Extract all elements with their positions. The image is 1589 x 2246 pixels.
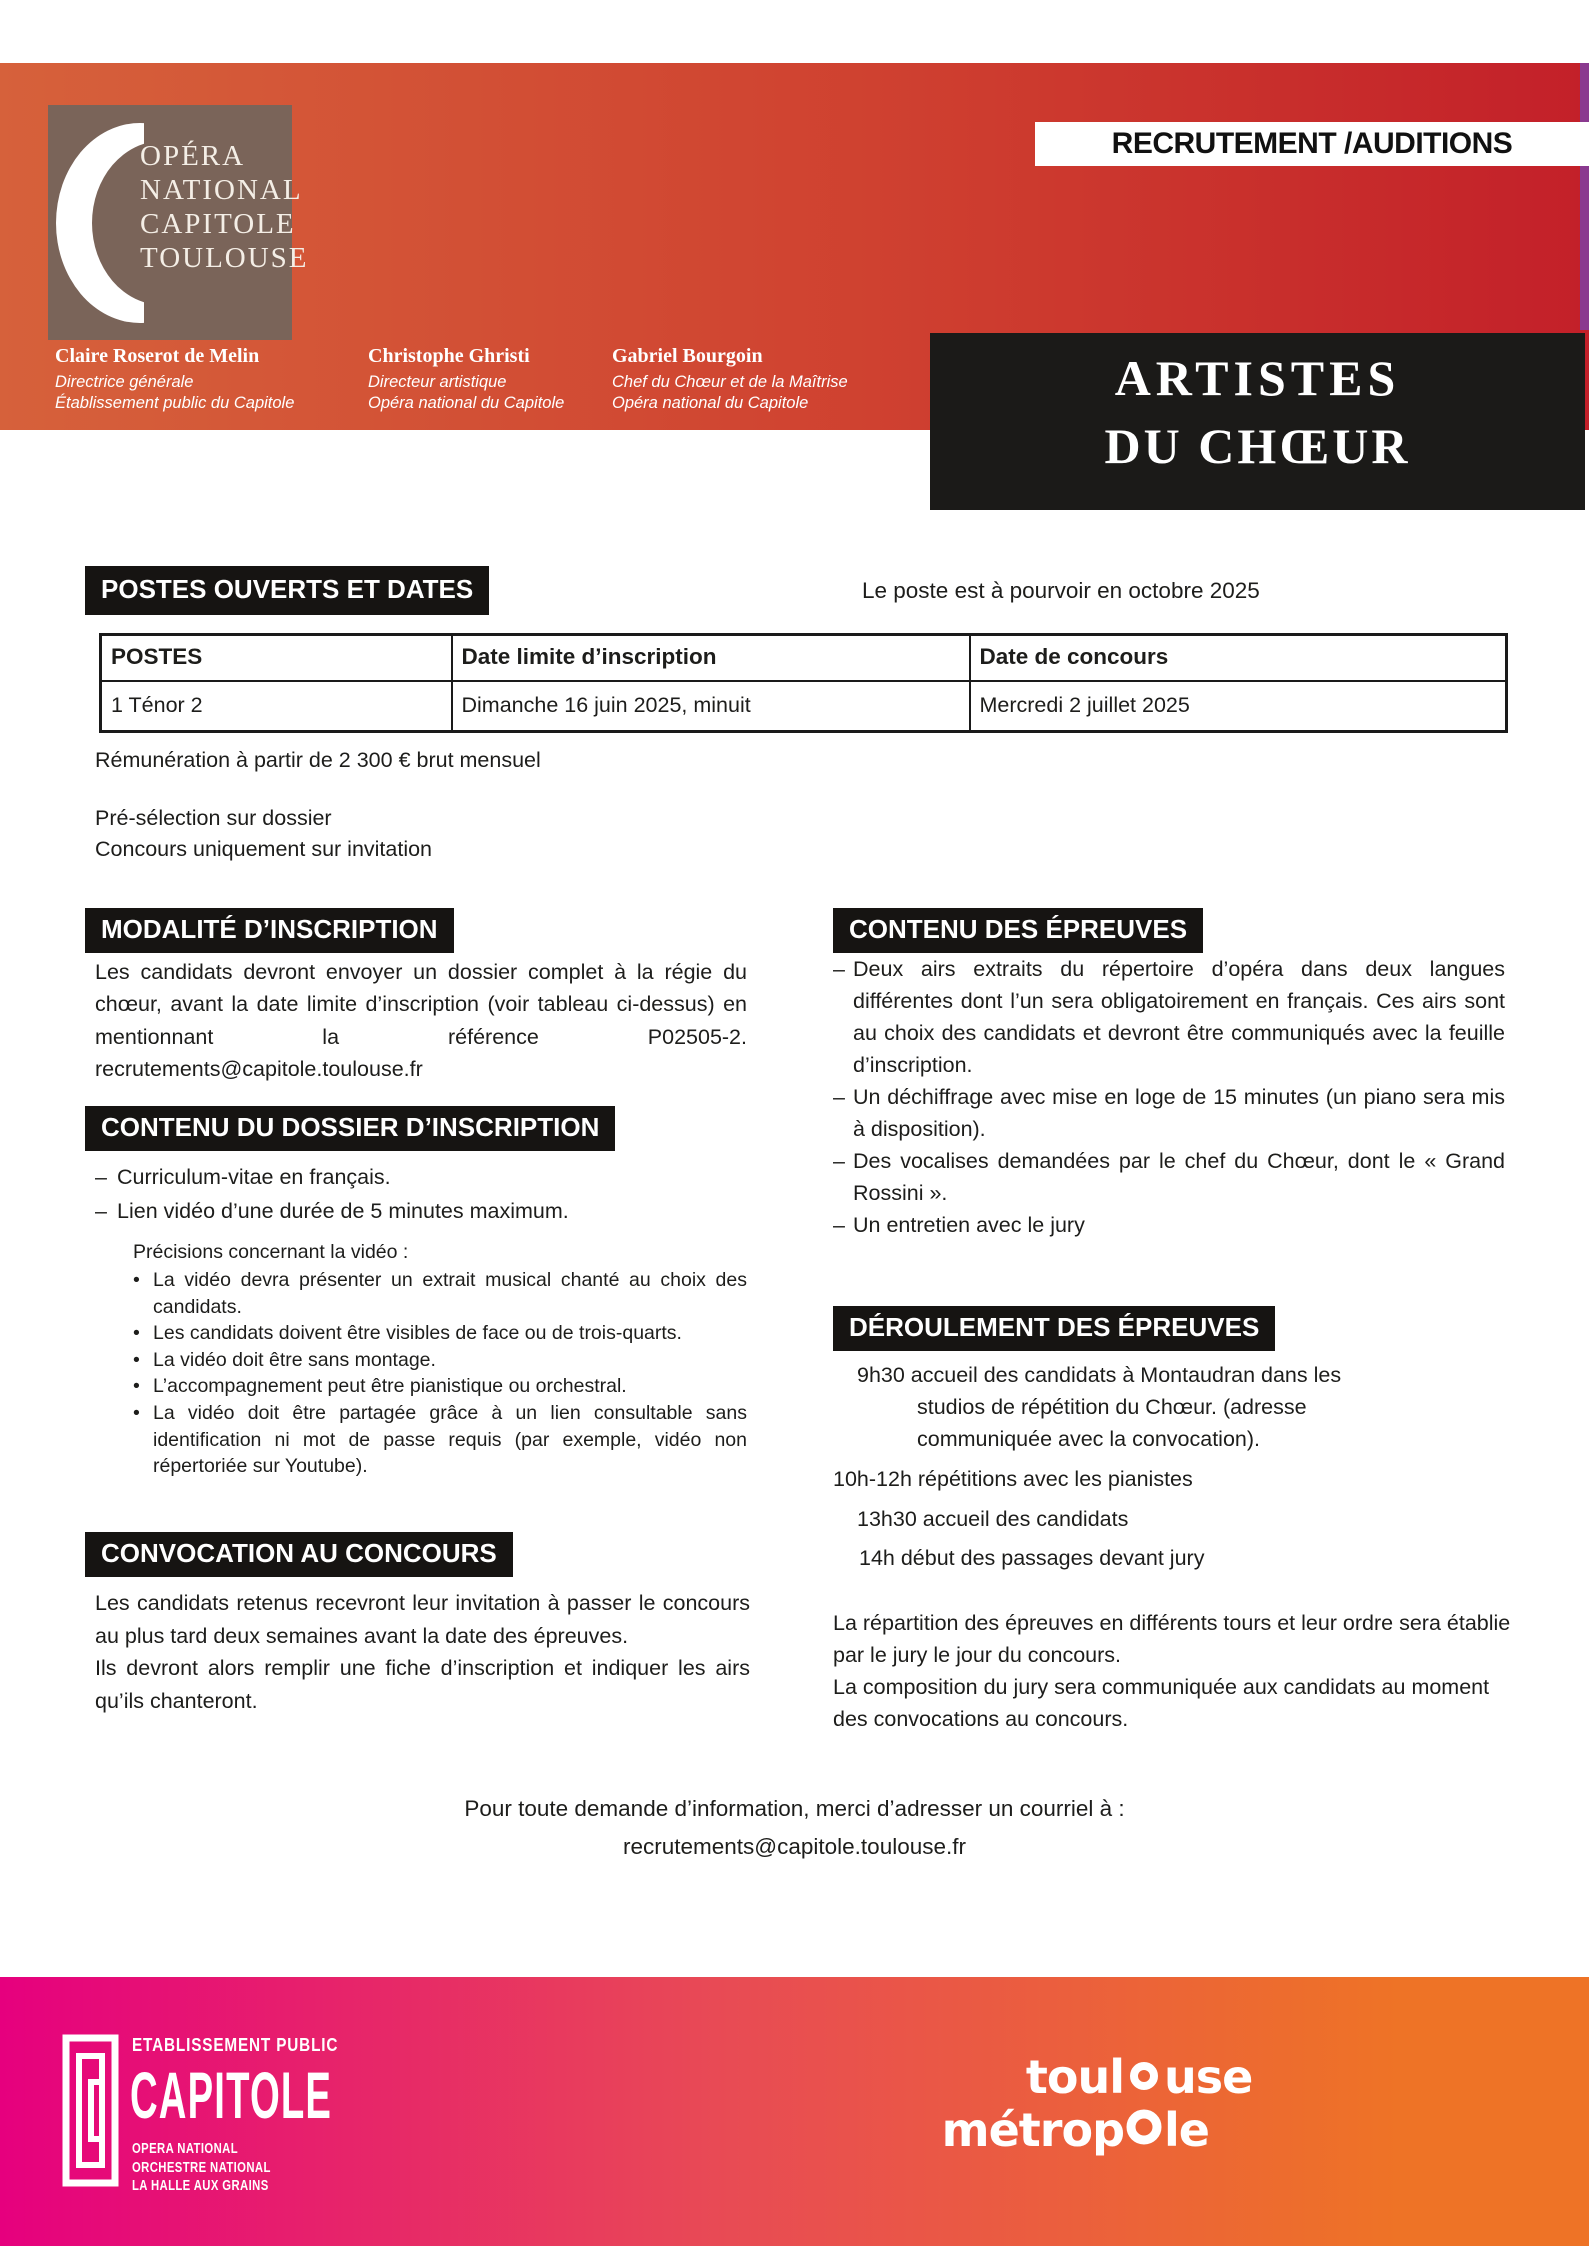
person-name: Claire Roserot de Melin xyxy=(55,345,260,367)
schedule-line: communiquée avec la convocation). xyxy=(917,1427,1260,1451)
logo-line: OPÉRA xyxy=(140,140,246,172)
person-org: Opéra national du Capitole xyxy=(612,394,809,412)
section-label-postes: POSTES OUVERTS ET DATES xyxy=(85,566,489,615)
person-name: Gabriel Bourgoin xyxy=(612,345,763,367)
document-title xyxy=(930,333,1585,510)
selection-notes xyxy=(95,803,432,865)
contact-email-link[interactable]: recrutements@capitole.toulouse.fr xyxy=(622,1834,966,1859)
section-label-modalite: MODALITÉ D’INSCRIPTION xyxy=(85,908,454,953)
paragraph: La répartition des épreuves en différents tours et leur ordre sera établie par le jury le jour du concours. xyxy=(833,1611,1511,1667)
toulouse-metropole-logo-fragment: le xyxy=(1164,2103,1209,2157)
video-rules-list xyxy=(133,1267,747,1480)
person-role: Chef du Chœur et de la Maîtrise xyxy=(612,373,848,391)
recruitment-badge-label: RECRUTEMENT /AUDITIONS xyxy=(1111,127,1513,160)
logo-line: CAPITOLE xyxy=(140,208,296,240)
schedule-list xyxy=(833,1359,1533,1574)
epcc-sublines xyxy=(132,2140,271,2196)
table-header-row xyxy=(101,635,1507,682)
table-cell-deadline: Dimanche 16 juin 2025, minuit xyxy=(452,681,970,732)
toulouse-metropole-logo-fragment: toul xyxy=(1025,2050,1124,2104)
table-header-deadline: Date limite d’inscription xyxy=(452,635,970,682)
list-item: – Curriculum-vitae en français. xyxy=(95,1160,750,1194)
toulouse-metropole-logo-fragment: use xyxy=(1164,2050,1253,2104)
person-card xyxy=(55,345,294,414)
list-item: • L’accompagnement peut être pianistique ou orchestral. xyxy=(133,1373,747,1400)
posts-table xyxy=(99,633,1508,733)
person-name: Christophe Ghristi xyxy=(368,345,530,367)
video-precisions-title: Précisions concernant la vidéo : xyxy=(133,1241,409,1263)
list-item: – Des vocalises demandées par le chef du Chœur, dont le « Grand Rossini ». xyxy=(833,1145,1505,1209)
section-label-dossier: CONTENU DU DOSSIER D’INSCRIPTION xyxy=(85,1106,615,1151)
dossier-items xyxy=(95,1160,750,1228)
table-cell-poste: 1 Ténor 2 xyxy=(101,681,452,732)
table-cell-concours: Mercredi 2 juillet 2025 xyxy=(970,681,1507,732)
epcc-subline: OPERA NATIONAL xyxy=(132,2141,238,2157)
paragraph: La composition du jury sera communiquée aux candidats au moment des convocations au concours. xyxy=(833,1675,1490,1731)
person-role: Directeur artistique xyxy=(368,373,507,391)
epcc-subline: ORCHESTRE NATIONAL xyxy=(132,2159,271,2176)
remuneration-note: Rémunération à partir de 2 300 € brut mensuel xyxy=(95,748,541,772)
schedule-line: 13h30 accueil des candidats xyxy=(857,1507,1129,1531)
jury-paragraphs xyxy=(833,1607,1519,1735)
contact-block xyxy=(0,1793,1589,1863)
schedule-line: 14h début des passages devant jury xyxy=(859,1546,1205,1570)
capitole-spiral-icon xyxy=(62,2034,119,2187)
schedule-line: 10h-12h répétitions avec les pianistes xyxy=(833,1467,1193,1491)
paragraph: Ils devront alors remplir une fiche d’inscription et indiquer les airs qu’ils chanteront. xyxy=(95,1656,750,1713)
title-line: ARTISTES xyxy=(1114,350,1401,406)
logo-line: TOULOUSE xyxy=(140,242,309,274)
toulouse-metropole-logo-fragment: métrop xyxy=(941,2103,1124,2157)
preselection-note: Pré-sélection sur dossier xyxy=(95,806,332,830)
availability-note: Le poste est à pourvoir en octobre 2025 xyxy=(862,578,1260,603)
person-role: Directrice générale xyxy=(55,373,194,391)
epcc-top-label: ETABLISSEMENT PUBLIC xyxy=(132,2035,339,2055)
person-org: Établissement public du Capitole xyxy=(55,394,295,412)
table-header-postes: POSTES xyxy=(101,635,452,682)
epcc-subline: LA HALLE AUX GRAINS xyxy=(132,2178,269,2194)
list-item: • La vidéo doit être partagée grâce à un lien consultable sans identification ni mot de passe requis (par exemple, vidéo non répertoriée sur Youtube). xyxy=(133,1400,747,1480)
list-item: • Les candidats doivent être visibles de face ou de trois-quarts. xyxy=(133,1320,747,1347)
contact-line: Pour toute demande d’information, merci d’adresser un courriel à : xyxy=(464,1796,1125,1821)
epcc-name: CAPITOLE xyxy=(130,2058,333,2132)
accent-purple-strip xyxy=(1580,63,1589,330)
logo-line: NATIONAL xyxy=(140,174,303,206)
modalite-paragraph: Les candidats devront envoyer un dossier complet à la régie du chœur, avant la date limite d’inscription (voir tableau ci-dessus) en mentionnant la référence P02505-2. recrutements@capitole.toulouse.fr xyxy=(95,960,747,1082)
logo-wordmark xyxy=(140,139,309,275)
paragraph: Les candidats retenus recevront leur invitation à passer le concours au plus tard deux semaines avant la date des épreuves. xyxy=(95,1591,750,1648)
epreuves-items xyxy=(833,953,1505,1241)
table-row xyxy=(101,681,1507,732)
person-org: Opéra national du Capitole xyxy=(368,394,565,412)
invitation-note: Concours uniquement sur invitation xyxy=(95,837,433,861)
convocation-paragraphs xyxy=(95,1587,750,1717)
section-label-epreuves: CONTENU DES ÉPREUVES xyxy=(833,908,1203,953)
schedule-line: 9h30 accueil des candidats à Montaudran dans les xyxy=(857,1363,1342,1387)
list-item: • La vidéo doit être sans montage. xyxy=(133,1347,747,1374)
list-item: – Deux airs extraits du répertoire d’opéra dans deux langues différentes dont l’un sera obligatoirement en français. Ces airs sont au choix des candidats et devront être communiqués avec la feuille d’inscription. xyxy=(833,953,1505,1081)
linked-o-icon xyxy=(1122,2056,1166,2156)
section-label-convocation: CONVOCATION AU CONCOURS xyxy=(85,1532,513,1577)
title-line: DU CHŒUR xyxy=(1104,418,1411,474)
section-label-deroulement: DÉROULEMENT DES ÉPREUVES xyxy=(833,1306,1275,1351)
person-card xyxy=(368,345,564,414)
table-header-concours: Date de concours xyxy=(970,635,1507,682)
list-item: – Lien vidéo d’une durée de 5 minutes maximum. xyxy=(95,1194,750,1228)
recruitment-badge xyxy=(1035,122,1589,166)
list-item: • La vidéo devra présenter un extrait musical chanté au choix des candidats. xyxy=(133,1267,747,1320)
schedule-line: studios de répétition du Chœur. (adresse xyxy=(917,1395,1307,1419)
person-card xyxy=(612,345,848,414)
footer-band xyxy=(0,1977,1589,2246)
list-item: – Un entretien avec le jury xyxy=(833,1209,1505,1241)
list-item: – Un déchiffrage avec mise en loge de 15 minutes (un piano sera mis à disposition). xyxy=(833,1081,1505,1145)
crescent-icon xyxy=(52,121,144,325)
opera-capitole-logo xyxy=(48,105,309,340)
